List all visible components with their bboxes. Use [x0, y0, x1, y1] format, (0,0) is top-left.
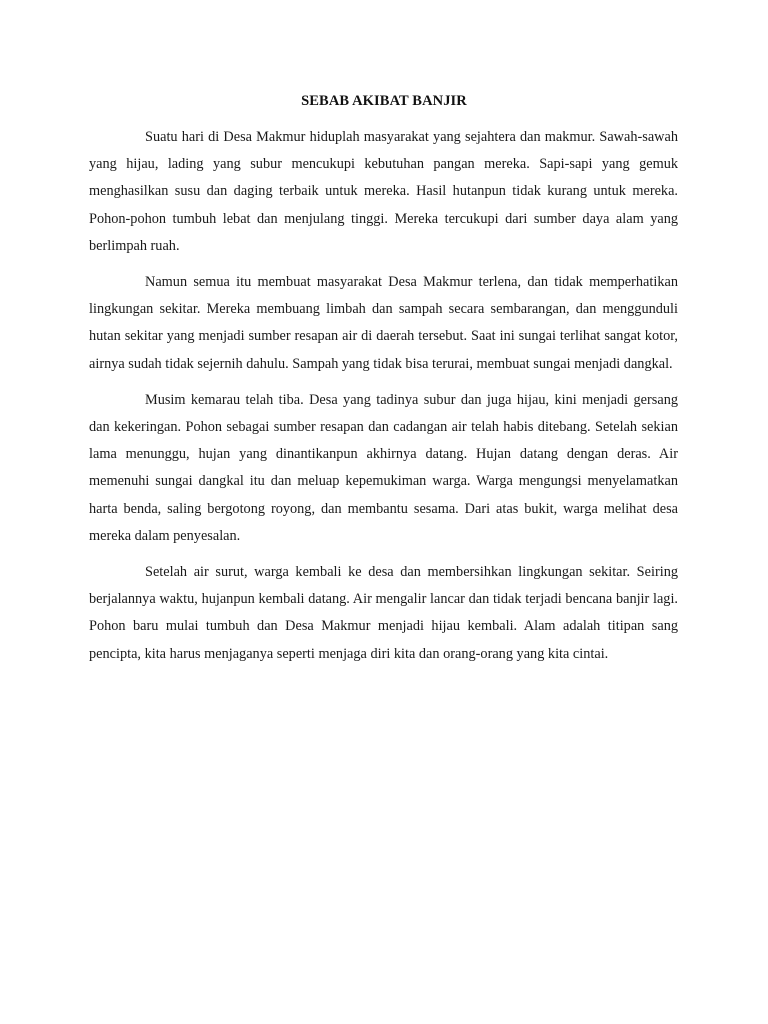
- document-body: [89, 124, 678, 677]
- paragraph-3: Musim kemarau telah tiba. Desa yang tadinya subur dan juga hijau, kini menjadi gersang dan kekeringan. Pohon sebagai sumber resapan dan cadangan air telah habis ditebang. Setelah sekian lama menunggu, hujan yang dinantikanpun akhirnya datang. Hujan datang dengan deras. Air memenuhi sungai dangkal itu dan meluap kepemukiman warga. Warga mengungsi menyelamatkan harta benda, saling bergotong royong, dan membantu sesama. Dari atas bukit, warga melihat desa mereka dalam penyesalan.: [89, 391, 678, 544]
- paragraph-4: Setelah air surut, warga kembali ke desa dan membersihkan lingkungan sekitar. Seiring berjalannya waktu, hujanpun kembali datang. Air mengalir lancar dan tidak terjadi bencana banjir lagi. Pohon baru mulai tumbuh dan Desa Makmur menjadi hijau kembali. Alam adalah titipan sang pencipta, kita harus menjaganya seperti menjaga diri kita dan orang-orang yang kita cintai.: [89, 564, 678, 662]
- paragraph-2: Namun semua itu membuat masyarakat Desa Makmur terlena, dan tidak memperhatikan lingkungan sekitar. Mereka membuang limbah dan sampah secara sembarangan, dan menggunduli hutan sekitar yang menjadi sumber resapan air di daerah tersebut. Saat ini sungai terlihat sangat kotor, airnya sudah tidak sejernih dahulu. Sampah yang tidak bisa terurai, membuat sungai menjadi dangkal.: [89, 274, 678, 372]
- paragraph-1: Suatu hari di Desa Makmur hiduplah masyarakat yang sejahtera dan makmur. Sawah-sawah yang hijau, lading yang subur mencukupi kebutuhan pangan mereka. Sapi-sapi yang gemuk menghasilkan susu dan daging terbaik untuk mereka. Hasil hutanpun tidak kurang untuk mereka. Pohon-pohon tumbuh lebat dan menjulang tinggi. Mereka tercukupi dari sumber daya alam yang berlimpah ruah.: [89, 129, 678, 254]
- document-title: SEBAB AKIBAT BANJIR: [301, 93, 467, 109]
